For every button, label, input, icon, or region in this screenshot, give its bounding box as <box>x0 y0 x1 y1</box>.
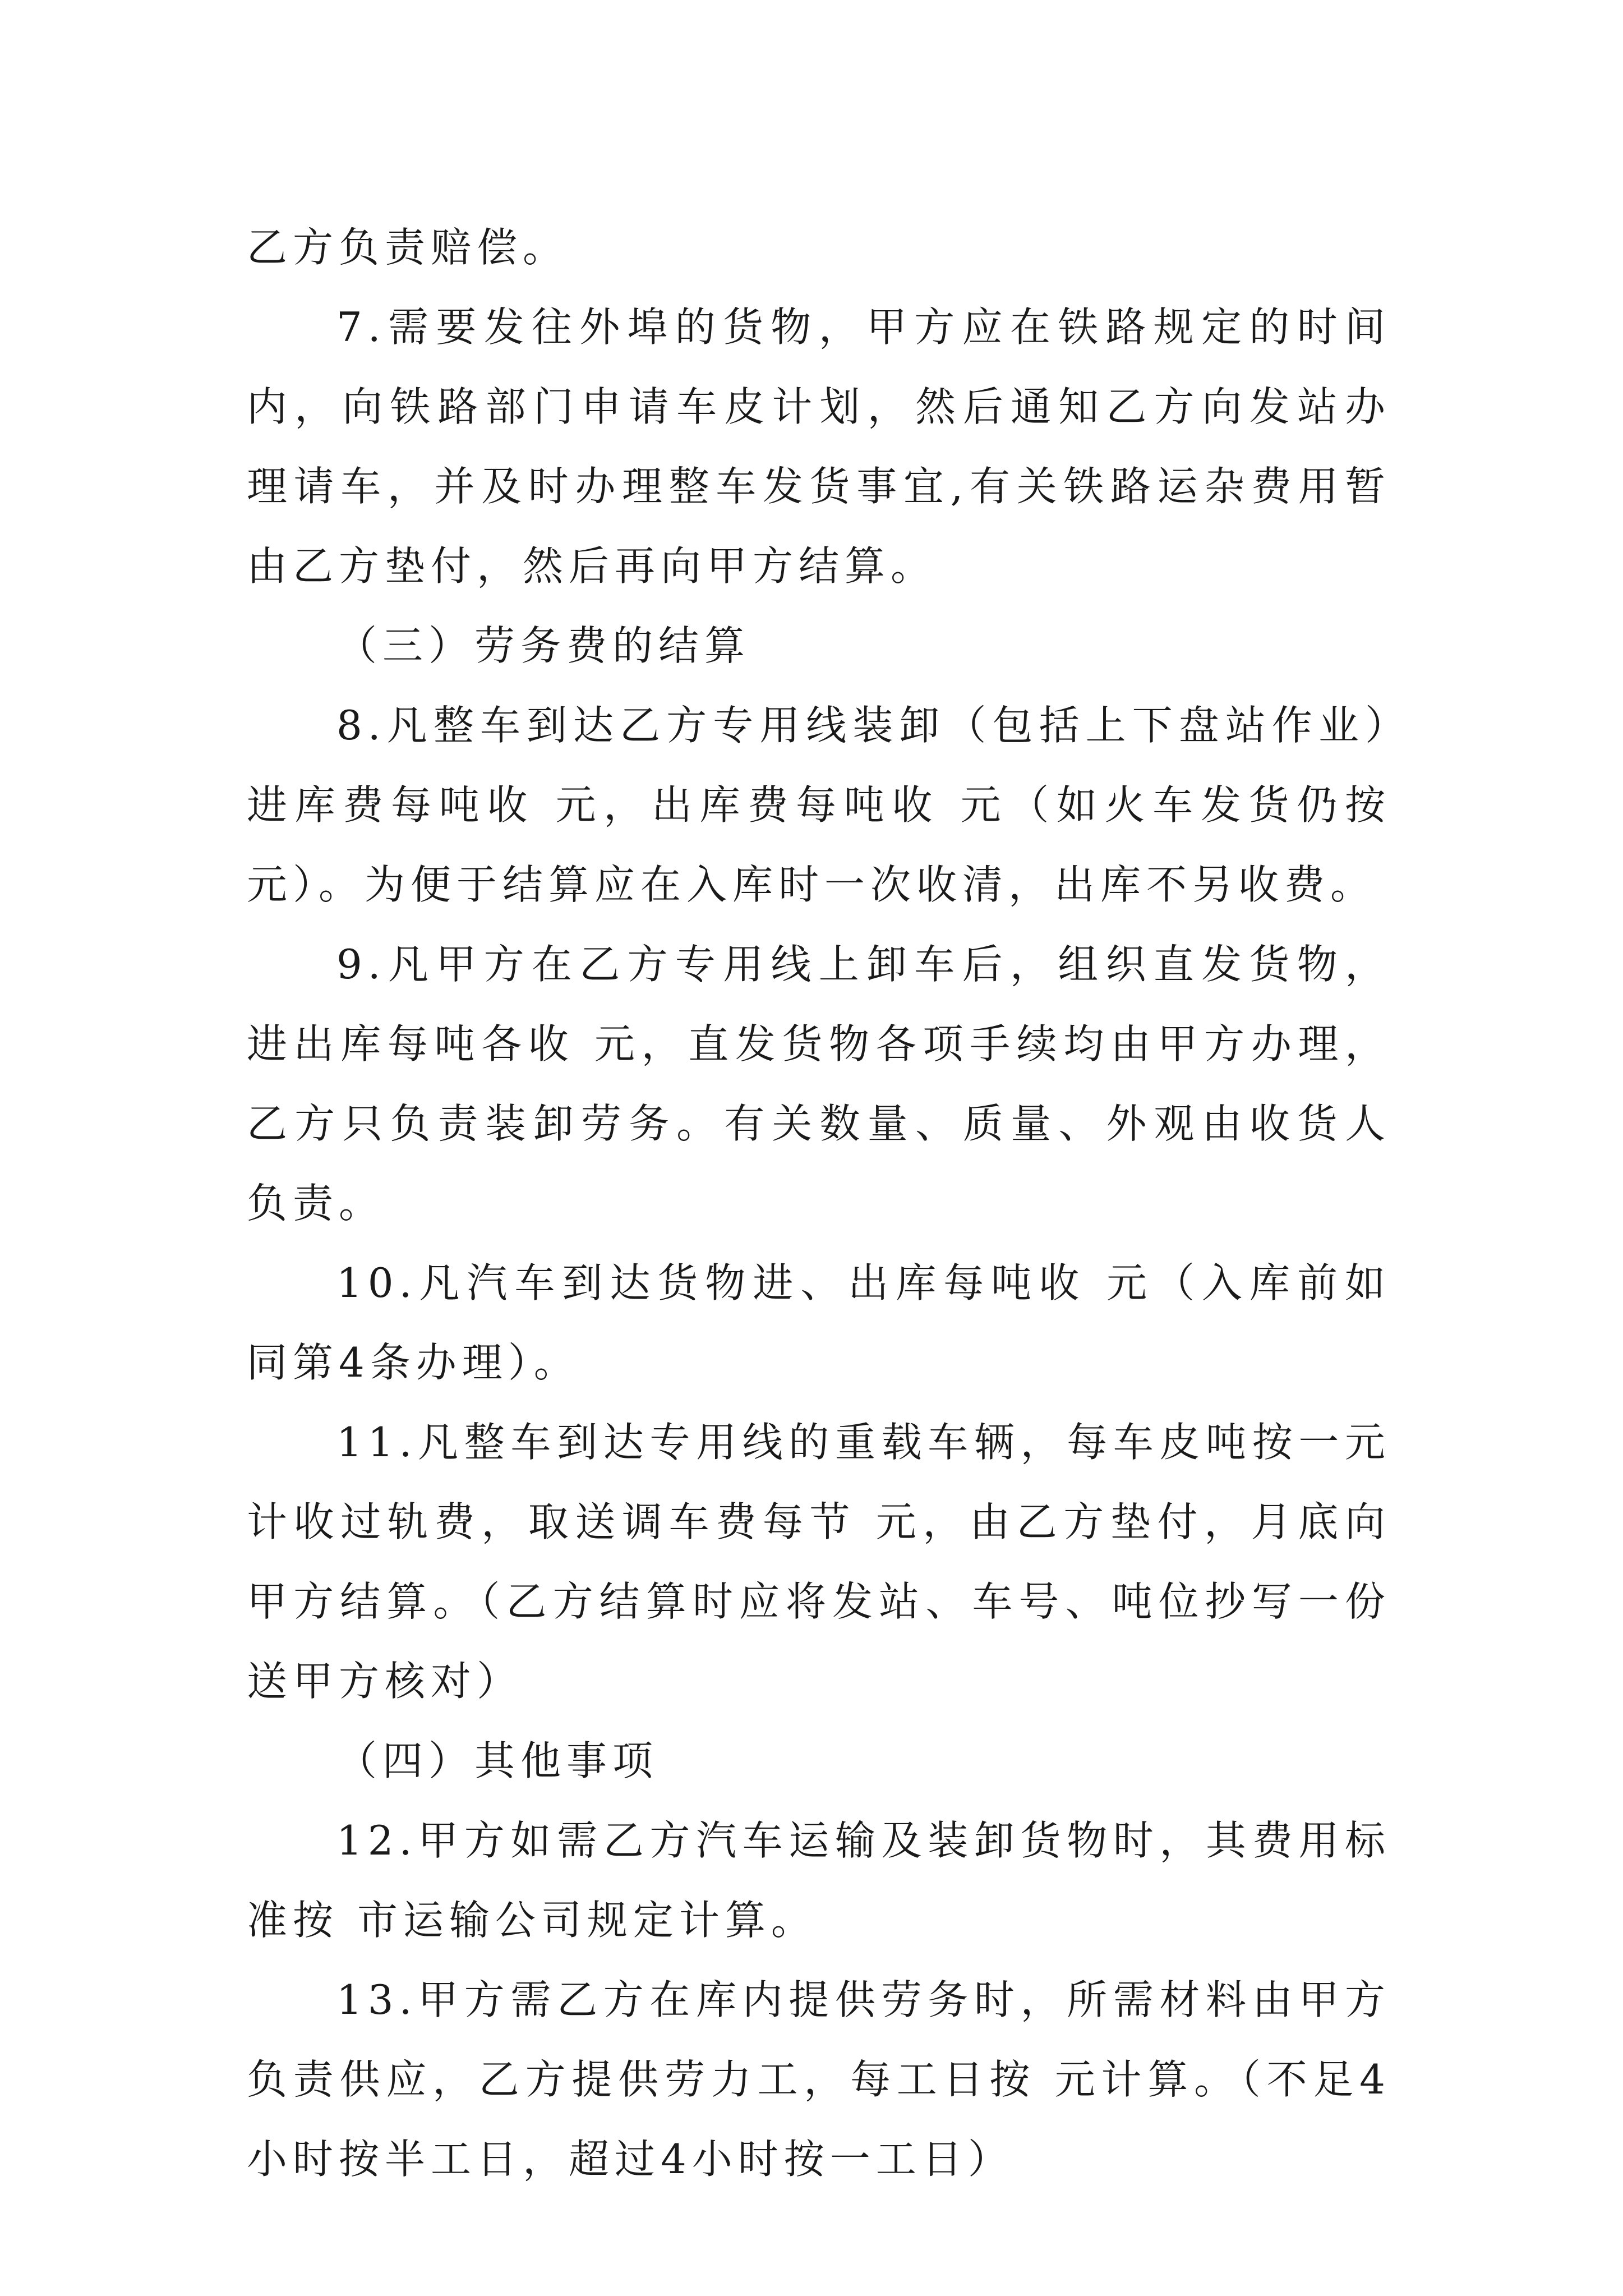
section-heading-labor-fee-settlement: （三）劳务费的结算 <box>336 622 751 669</box>
paragraph-item-10: 10.凡汽车到达货物进、出库每吨收 元（入库前如同第4条办理）。 <box>247 1259 1391 1386</box>
section-heading-other-matters: （四）其他事项 <box>336 1737 659 1784</box>
paragraph-item-7: 7.需要发往外埠的货物，甲方应在铁路规定的时间内，向铁路部门申请车皮计划，然后通知乙方向发站办理请车，并及时办理整车发货事宜,有关铁路运杂费用暂由乙方垫付，然后再向甲方结算。 <box>247 303 1391 590</box>
paragraph-item-8: 8.凡整车到达乙方专用线装卸（包括上下盘站作业）进库费每吨收 元，出库费每吨收 元（如火车发货仍按 元）。为便于结算应在入库时一次收清，出库不另收费。 <box>247 702 1391 908</box>
paragraph-item-11: 11.凡整车到达专用线的重载车辆，每车皮吨按一元计收过轨费，取送调车费每节 元，由乙方垫付，月底向甲方结算。（乙方结算时应将发站、车号、吨位抄写一份送甲方核对） <box>247 1419 1391 1705</box>
paragraph-item-12: 12.甲方如需乙方汽车运输及装卸货物时，其费用标准按 市运输公司规定计算。 <box>247 1817 1391 1944</box>
paragraph-continuation: 乙方负责赔偿。 <box>247 224 569 271</box>
paragraph-item-9: 9.凡甲方在乙方专用线上卸车后，组织直发货物，进出库每吨各收 元，直发货物各项手续均由甲方办理，乙方只负责装卸劳务。有关数量、质量、外观由收货人负责。 <box>247 941 1391 1227</box>
paragraph-item-13: 13.甲方需乙方在库内提供劳务时，所需材料由甲方负责供应，乙方提供劳力工，每工日按 元计算。（不足4小时按半工日，超过4小时按一工日） <box>247 1976 1391 2183</box>
document-body <box>247 208 1391 2199</box>
